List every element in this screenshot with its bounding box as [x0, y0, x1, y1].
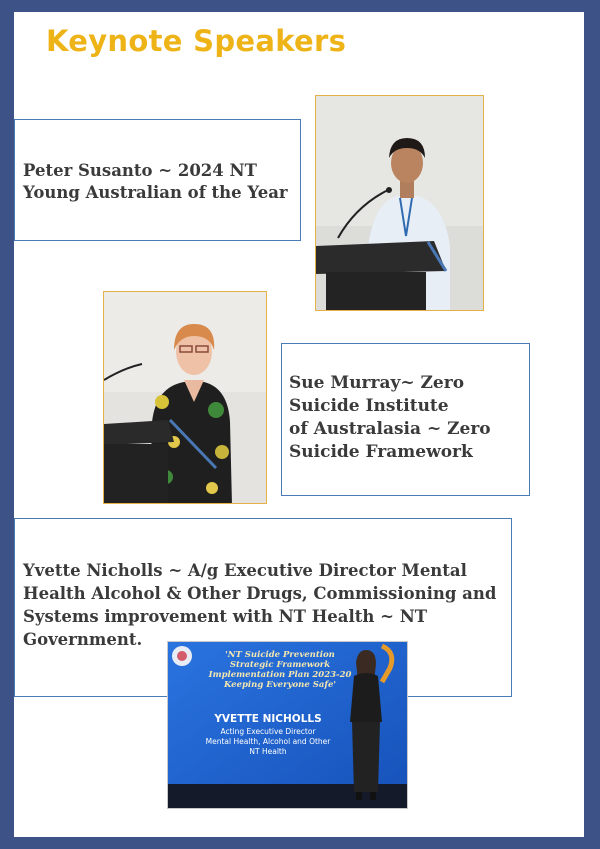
slide-line-1: 'NT Suicide Prevention [225, 650, 335, 660]
page-title: Keynote Speakers [46, 24, 347, 58]
photo-peter-susanto [315, 95, 484, 311]
caption-yvette: Yvette Nicholls ~ A/g Executive Director Mental Health Alcohol & Other Drugs, Commissioning and Systems improvement with NT Health ~ NT Government. [23, 561, 497, 649]
slide-line-4: Keeping Everyone Safe' [223, 680, 337, 690]
caption-sue: Sue Murray~ Zero Suicide Institute of Australasia ~ Zero Suicide Framework [289, 373, 491, 462]
slide-role-3: NT Health [249, 747, 287, 756]
slide-line-3: Implementation Plan 2023-20 [208, 670, 352, 680]
photo-yvette-nicholls [167, 641, 408, 809]
slide-name: YVETTE NICHOLLS [214, 713, 322, 725]
caption-peter: Peter Susanto ~ 2024 NT Young Australian of the Year [23, 161, 288, 202]
slide-line-2: Strategic Framework [229, 660, 331, 670]
slide-role-1: Acting Executive Director [220, 727, 316, 736]
slide-role-2: Mental Health, Alcohol and Other [205, 737, 331, 746]
photo-sue-murray [103, 291, 267, 504]
